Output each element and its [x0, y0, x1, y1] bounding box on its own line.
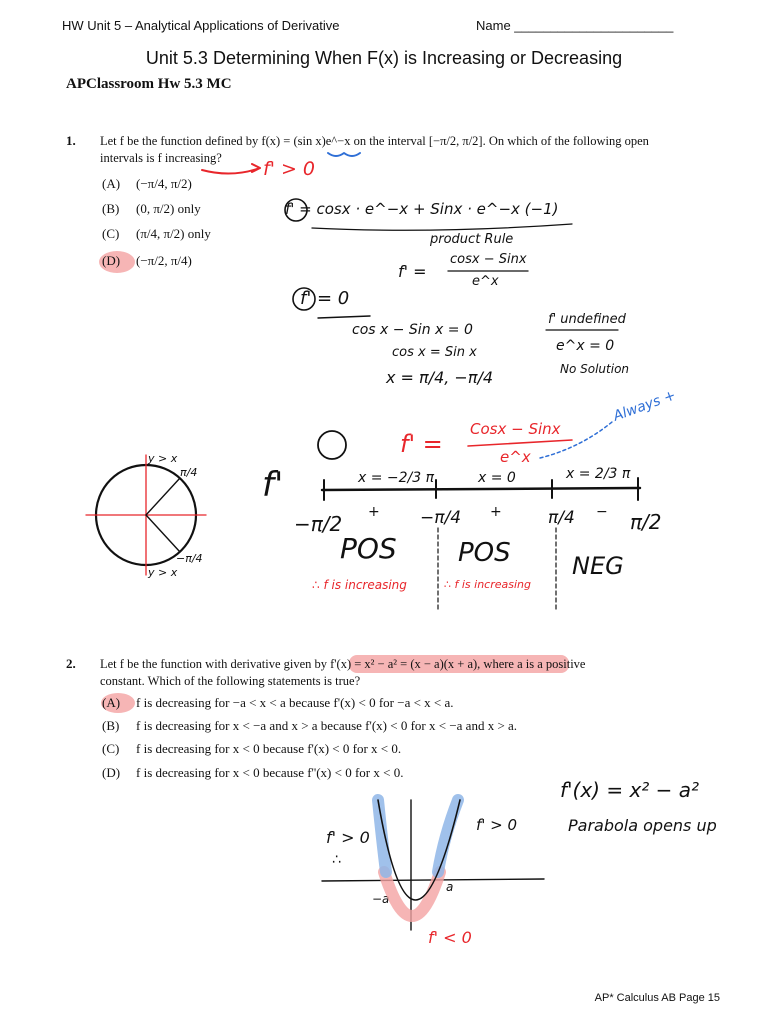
q2-neg-a: −a	[372, 892, 390, 906]
product-rule-underline	[312, 224, 572, 230]
q1-undefined-eq: e^x = 0	[556, 338, 615, 354]
always-arrow	[540, 422, 612, 458]
option-text: f is decreasing for −a < x < a because f'(x) < 0 for −a < x < a.	[136, 695, 454, 710]
option-text: (0, π/2) only	[136, 201, 201, 216]
step1-circle	[285, 199, 307, 221]
q1-always-positive: Always +	[611, 387, 679, 425]
step2-circle	[293, 288, 315, 310]
q1-sign-1: POS	[340, 532, 397, 565]
option-text: (π/4, π/2) only	[136, 226, 211, 241]
q1-text-line2: intervals is f increasing?	[100, 151, 222, 165]
q1-plus-mark-1: +	[368, 504, 380, 520]
option-label: (C)	[102, 741, 120, 756]
q2-therefore: ∴	[332, 852, 341, 868]
option-label: (B)	[102, 718, 120, 733]
q1-eq2: cos x = Sin x	[392, 345, 477, 360]
q1-minus-mark: −	[596, 504, 608, 520]
parabola-right-highlight	[438, 800, 458, 872]
circle-radius-bottom	[146, 515, 180, 552]
q1-number: 1.	[66, 133, 76, 148]
option-label: (A)	[102, 695, 121, 710]
header-name-field: Name ______________________	[476, 18, 674, 33]
q1-eq1: cos x − Sin x = 0	[352, 322, 473, 338]
option-label: (D)	[102, 253, 121, 268]
q1-bound-4: π/2	[630, 510, 662, 534]
q1-test-point-3: x = 2/3 π	[566, 466, 631, 482]
q1-test-point-1: x = −2/3 π	[358, 470, 435, 486]
circle-top-label: y > x	[148, 452, 178, 465]
q1-product-rule: product Rule	[430, 232, 514, 247]
arrow-to-note	[202, 164, 260, 174]
q2-parabola-note: Parabola opens up	[568, 816, 717, 835]
option-label: (C)	[102, 226, 120, 241]
q1-text-line1: Let f be the function defined by f(x) = (sin x)e^−x on the interval [−π/2, π/2]. On which of the following open	[100, 134, 649, 148]
q2-text-line2: constant. Which of the following statements is true?	[100, 674, 361, 688]
page-footer: AP* Calculus AB Page 15	[594, 992, 720, 1004]
q1-increasing-1: ∴ f is increasing	[312, 578, 407, 592]
q1-no-solution: No Solution	[560, 362, 630, 376]
q1-bound-1: −π/2	[294, 512, 343, 536]
q1-step4-den: e^x	[500, 448, 531, 466]
page-title: Unit 5.3 Determining When F(x) is Increasing or Decreasing	[145, 48, 623, 68]
option-text: f is decreasing for x < 0 because f'(x) < 0 for x < 0.	[136, 741, 402, 756]
q1-step2: f' = 0	[300, 288, 350, 309]
q1-sign-3: NEG	[572, 552, 624, 580]
q1-bound-2: −π/4	[420, 508, 462, 528]
step2-underline	[318, 316, 370, 318]
header-unit: HW Unit 5 – Analytical Applications of Derivative	[62, 18, 340, 33]
q1-eq3: x = π/4, −π/4	[386, 368, 494, 387]
sinx-underline	[328, 153, 360, 156]
option-text: (−π/2, π/4)	[136, 253, 192, 268]
option-text: f is decreasing for x < −a and x > a because f'(x) < 0 for x < −a and x > a.	[136, 718, 518, 733]
circle-top-angle: π/4	[180, 466, 198, 479]
q1-step4-num: Cosx − Sinx	[470, 420, 561, 438]
parabola-neg-highlight	[384, 872, 440, 916]
q1-fprime-line-label: f'	[262, 465, 284, 505]
section-title: APClassroom Hw 5.3 MC	[66, 76, 232, 92]
option-label: (B)	[102, 201, 120, 216]
circle-bottom-angle: −π/4	[176, 552, 203, 565]
fraction-bar-2	[468, 440, 572, 446]
q2-pos-a: a	[446, 880, 454, 894]
circle-radius-top	[146, 478, 180, 515]
q2-fprime-note: f'(x) = x² − a²	[560, 778, 700, 802]
sign-line	[322, 488, 640, 490]
q2-text-line1: Let f be the function with derivative given by f'(x) = x² − a² = (x − a)(x + a), where a is a positive	[100, 657, 586, 671]
q1-arrow-note: f' > 0	[263, 158, 315, 180]
q1-step1: f' = cosx · e^−x + Sinx · e^−x (−1)	[285, 200, 559, 218]
q1-undefined: f' undefined	[548, 312, 626, 327]
q2-left-pos: f' > 0	[326, 828, 370, 847]
q2-right-pos: f' > 0	[476, 816, 518, 834]
q1-fprime-label: f' =	[398, 262, 427, 281]
q1-bound-3: π/4	[548, 508, 575, 528]
q1-sign-2: POS	[458, 538, 511, 568]
q1-plus-mark-2: +	[490, 504, 502, 520]
circle-bottom-label: y > x	[148, 566, 178, 579]
q1-test-point-2: x = 0	[478, 470, 516, 486]
option-text: (−π/4, π/2)	[136, 176, 192, 191]
q2-number: 2.	[66, 656, 76, 671]
option-label: (A)	[102, 176, 121, 191]
option-label: (D)	[102, 765, 121, 780]
option-text: f is decreasing for x < 0 because f''(x) < 0 for x < 0.	[136, 765, 404, 780]
q1-step1b-den: e^x	[472, 274, 499, 289]
q2-neg: f' < 0	[428, 928, 472, 947]
q1-increasing-2: ∴ f is increasing	[444, 578, 531, 591]
q1-step1b-num: cosx − Sinx	[450, 252, 527, 267]
q1-step4-f: f' =	[400, 430, 443, 458]
step4-circle	[318, 431, 346, 459]
